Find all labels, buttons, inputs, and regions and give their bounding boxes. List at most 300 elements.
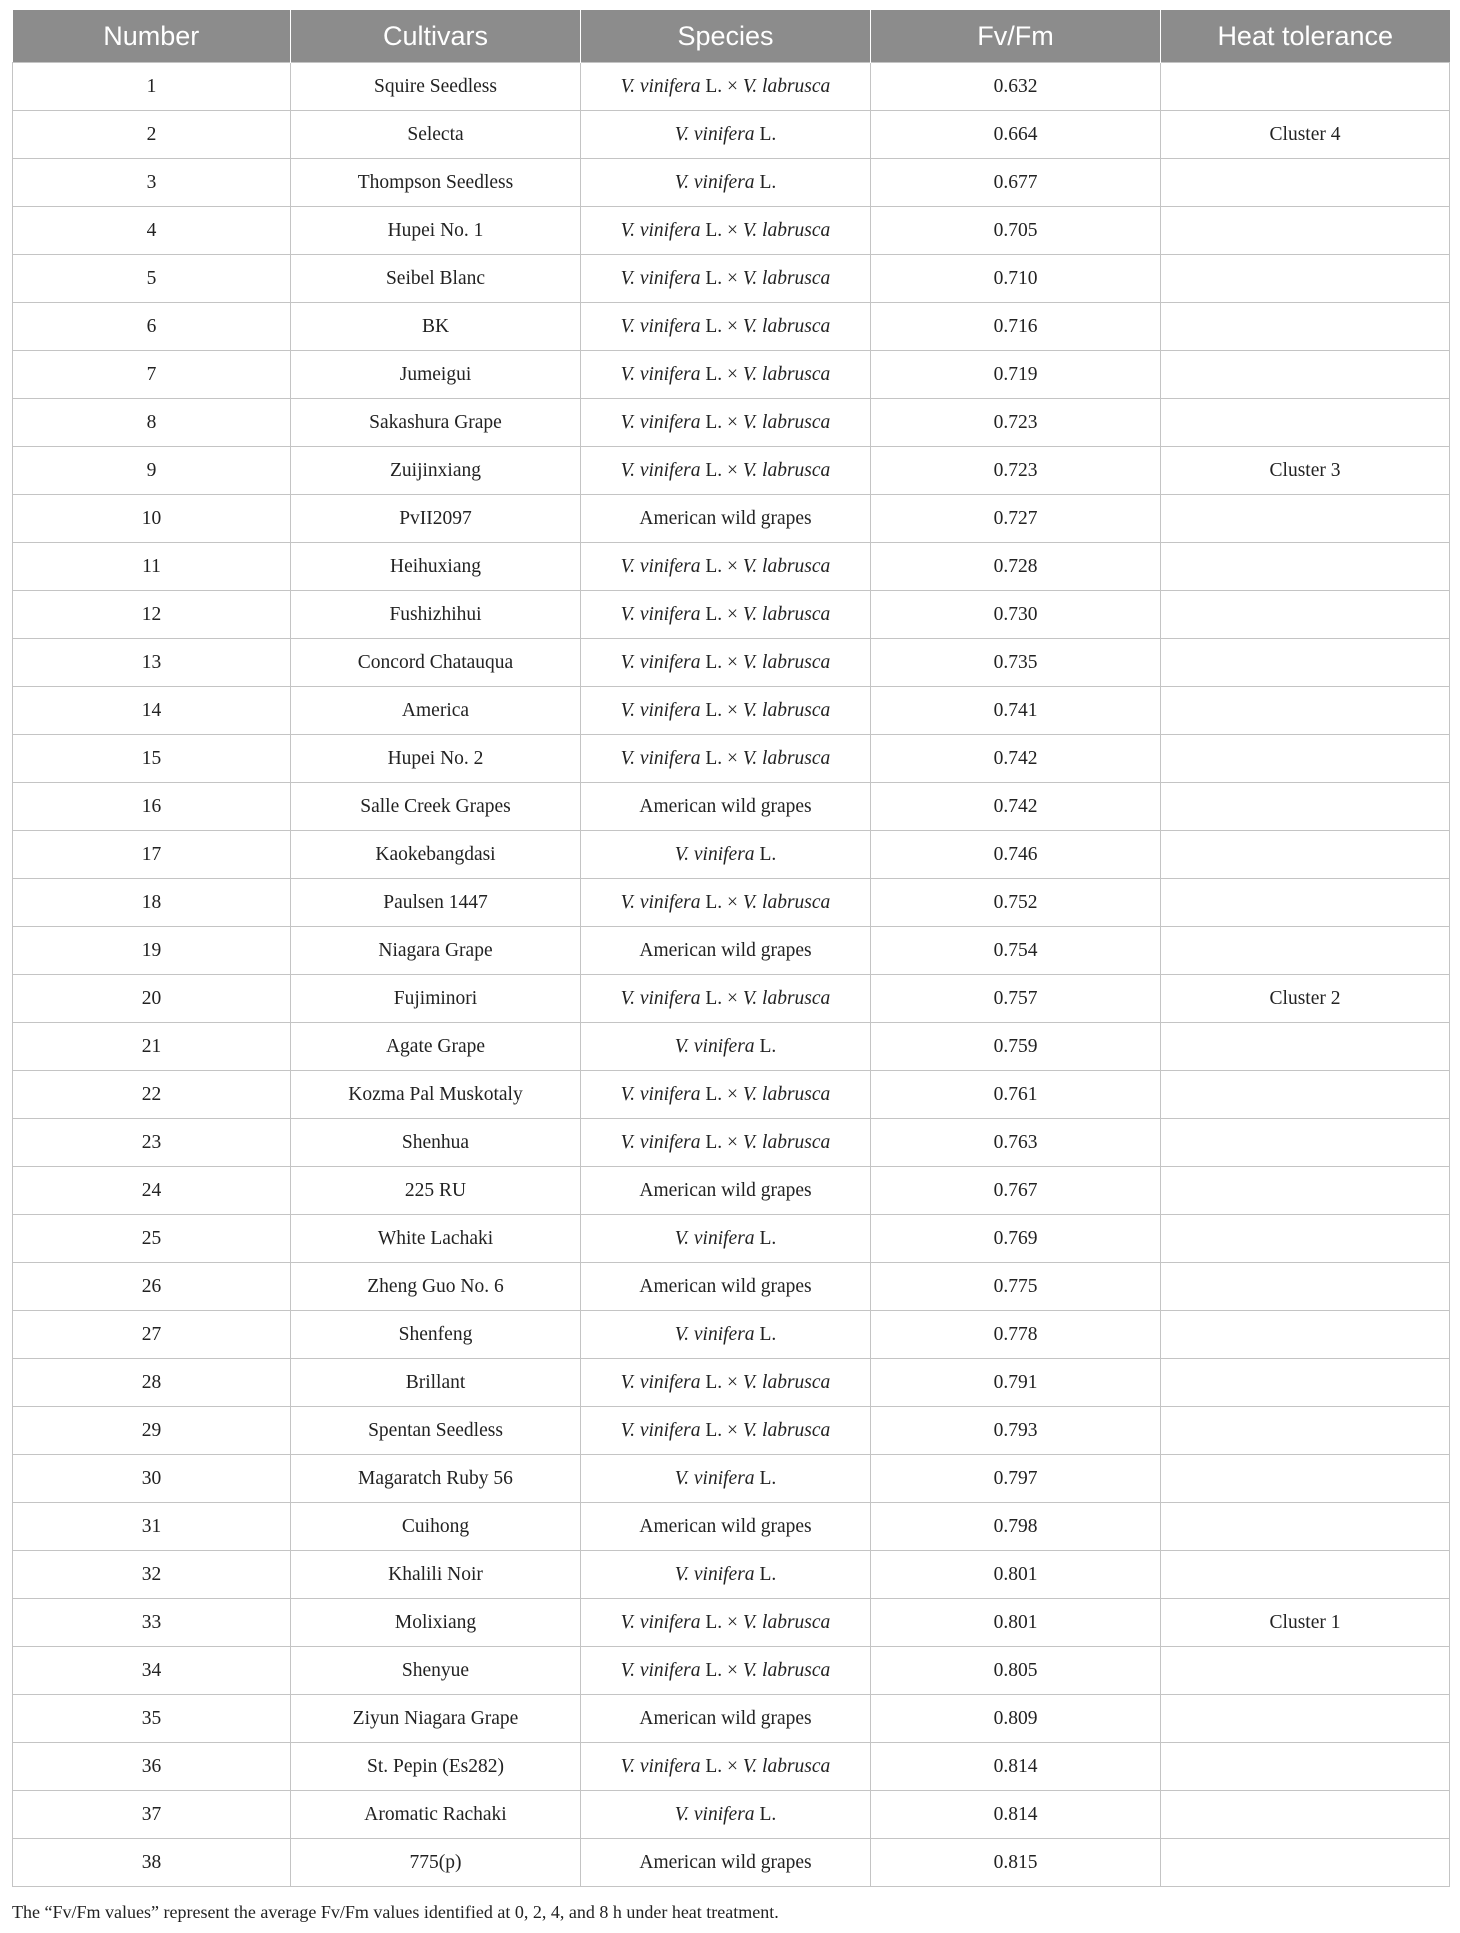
table-row [13, 1647, 1450, 1695]
species-name-italic: V. vinifera [620, 363, 701, 385]
cell-species [581, 1551, 871, 1599]
table-row [13, 399, 1450, 447]
cell-number: 23 [13, 1119, 291, 1167]
cell-heat-tolerance [1161, 879, 1450, 927]
species-name-italic: V. vinifera [674, 843, 755, 865]
table-row [13, 1023, 1450, 1071]
species-text: L. [754, 171, 777, 193]
species-text: L. × [700, 1083, 743, 1105]
cell-number: 20 [13, 975, 291, 1023]
species-text: L. × [700, 699, 743, 721]
cell-fvfm: 0.754 [871, 927, 1161, 975]
cell-cultivar: Agate Grape [291, 1023, 581, 1071]
cell-fvfm: 0.778 [871, 1311, 1161, 1359]
cell-fvfm: 0.742 [871, 735, 1161, 783]
species-name-italic: V. vinifera [674, 1803, 755, 1825]
cell-fvfm: 0.759 [871, 1023, 1161, 1071]
table-row [13, 543, 1450, 591]
cell-heat-tolerance [1161, 1503, 1450, 1551]
cell-species [581, 975, 871, 1023]
cell-species [581, 879, 871, 927]
species-text: American wild grapes [639, 795, 812, 817]
cell-number: 21 [13, 1023, 291, 1071]
species-text: L. × [700, 1131, 743, 1153]
cell-heat-tolerance [1161, 1695, 1450, 1743]
species-text: L. × [700, 747, 743, 769]
table-row [13, 1167, 1450, 1215]
table-row [13, 351, 1450, 399]
species-name-italic: V. vinifera [674, 1563, 755, 1585]
cell-cultivar: Zuijinxiang [291, 447, 581, 495]
cell-species [581, 495, 871, 543]
cell-cultivar: Ziyun Niagara Grape [291, 1695, 581, 1743]
table-row [13, 735, 1450, 783]
cell-number: 29 [13, 1407, 291, 1455]
cell-number: 7 [13, 351, 291, 399]
cell-species [581, 111, 871, 159]
cell-number: 36 [13, 1743, 291, 1791]
species-text: L. × [700, 75, 743, 97]
cell-heat-tolerance [1161, 495, 1450, 543]
cell-fvfm: 0.727 [871, 495, 1161, 543]
table-row [13, 1503, 1450, 1551]
cell-species [581, 447, 871, 495]
cell-fvfm: 0.791 [871, 1359, 1161, 1407]
species-name-italic: V. vinifera [620, 219, 701, 241]
cell-species [581, 1695, 871, 1743]
species-name-italic: V. vinifera [674, 1467, 755, 1489]
cell-cultivar: Khalili Noir [291, 1551, 581, 1599]
species-name-italic: V. labrusca [742, 1419, 831, 1441]
cell-heat-tolerance [1161, 1455, 1450, 1503]
species-name-italic: V. vinifera [620, 555, 701, 577]
cell-fvfm: 0.761 [871, 1071, 1161, 1119]
cell-species [581, 1071, 871, 1119]
cell-number: 30 [13, 1455, 291, 1503]
cell-fvfm: 0.705 [871, 207, 1161, 255]
species-text: American wild grapes [639, 507, 812, 529]
cell-fvfm: 0.814 [871, 1791, 1161, 1839]
species-name-italic: V. vinifera [620, 1371, 701, 1393]
species-name-italic: V. vinifera [620, 1083, 701, 1105]
cell-fvfm: 0.775 [871, 1263, 1161, 1311]
cell-fvfm: 0.742 [871, 783, 1161, 831]
cell-fvfm: 0.805 [871, 1647, 1161, 1695]
cell-species [581, 1119, 871, 1167]
cell-heat-tolerance [1161, 1023, 1450, 1071]
cell-number: 17 [13, 831, 291, 879]
cell-heat-tolerance [1161, 927, 1450, 975]
cell-fvfm: 0.677 [871, 159, 1161, 207]
cell-species [581, 255, 871, 303]
table-row [13, 1119, 1450, 1167]
cell-cultivar: Kaokebangdasi [291, 831, 581, 879]
table-footnote: The “Fv/Fm values” represent the average Fv/Fm values identified at 0, 2, 4, and 8 h under heat treatment. [12, 1902, 779, 1922]
cell-species [581, 1407, 871, 1455]
species-name-italic: V. labrusca [742, 1755, 831, 1777]
cell-heat-tolerance [1161, 1119, 1450, 1167]
cell-cultivar: Shenhua [291, 1119, 581, 1167]
cell-cultivar: PvII2097 [291, 495, 581, 543]
cell-fvfm: 0.730 [871, 591, 1161, 639]
header-fvfm: Fv/Fm [871, 10, 1161, 63]
cell-number: 19 [13, 927, 291, 975]
cell-number: 18 [13, 879, 291, 927]
cell-heat-tolerance [1161, 63, 1450, 111]
table-row [13, 1359, 1450, 1407]
cell-number: 14 [13, 687, 291, 735]
cell-species [581, 783, 871, 831]
cell-number: 38 [13, 1839, 291, 1887]
species-text: L. × [700, 891, 743, 913]
cell-heat-tolerance [1161, 1167, 1450, 1215]
species-text: L. × [700, 1659, 743, 1681]
cell-number: 9 [13, 447, 291, 495]
cell-number: 16 [13, 783, 291, 831]
species-text: L. [754, 1563, 777, 1585]
species-name-italic: V. vinifera [620, 699, 701, 721]
table-row [13, 975, 1450, 1023]
species-name-italic: V. vinifera [674, 1227, 755, 1249]
cell-species [581, 831, 871, 879]
species-name-italic: V. vinifera [620, 651, 701, 673]
cell-species [581, 1647, 871, 1695]
species-text: L. × [700, 1371, 743, 1393]
cell-fvfm: 0.815 [871, 1839, 1161, 1887]
cell-heat-tolerance [1161, 159, 1450, 207]
species-name-italic: V. labrusca [742, 75, 831, 97]
cell-cultivar: Jumeigui [291, 351, 581, 399]
cell-fvfm: 0.664 [871, 111, 1161, 159]
cell-cultivar: Shenfeng [291, 1311, 581, 1359]
cell-number: 32 [13, 1551, 291, 1599]
cell-heat-tolerance [1161, 1407, 1450, 1455]
table-row [13, 1407, 1450, 1455]
table-row [13, 831, 1450, 879]
cell-species [581, 639, 871, 687]
species-name-italic: V. vinifera [620, 987, 701, 1009]
cell-heat-tolerance [1161, 207, 1450, 255]
cell-heat-tolerance [1161, 1743, 1450, 1791]
species-name-italic: V. vinifera [674, 1323, 755, 1345]
cell-heat-tolerance [1161, 591, 1450, 639]
header-number: Number [13, 10, 291, 63]
cell-heat-tolerance [1161, 1071, 1450, 1119]
cell-fvfm: 0.752 [871, 879, 1161, 927]
cell-cultivar: Cuihong [291, 1503, 581, 1551]
cell-species [581, 1791, 871, 1839]
cell-fvfm: 0.769 [871, 1215, 1161, 1263]
species-text: L. [754, 123, 777, 145]
cell-number: 13 [13, 639, 291, 687]
cell-cultivar: Thompson Seedless [291, 159, 581, 207]
cell-cultivar: Heihuxiang [291, 543, 581, 591]
species-name-italic: V. labrusca [742, 987, 831, 1009]
species-name-italic: V. labrusca [742, 747, 831, 769]
table-row [13, 783, 1450, 831]
species-text: L. × [700, 219, 743, 241]
cell-fvfm: 0.746 [871, 831, 1161, 879]
cell-cultivar: 775(p) [291, 1839, 581, 1887]
table-header [13, 10, 1450, 63]
cell-species [581, 735, 871, 783]
cell-species [581, 207, 871, 255]
species-name-italic: V. vinifera [620, 891, 701, 913]
cell-fvfm: 0.757 [871, 975, 1161, 1023]
species-text: L. [754, 1467, 777, 1489]
table-row [13, 1215, 1450, 1263]
cell-heat-tolerance [1161, 735, 1450, 783]
species-text: American wild grapes [639, 939, 812, 961]
cell-number: 5 [13, 255, 291, 303]
species-name-italic: V. labrusca [742, 1371, 831, 1393]
cell-fvfm: 0.798 [871, 1503, 1161, 1551]
species-name-italic: V. labrusca [742, 651, 831, 673]
species-name-italic: V. vinifera [620, 747, 701, 769]
cell-number: 11 [13, 543, 291, 591]
species-text: L. × [700, 1611, 743, 1633]
species-name-italic: V. vinifera [620, 603, 701, 625]
table-row [13, 1071, 1450, 1119]
cell-heat-tolerance [1161, 1551, 1450, 1599]
cell-species [581, 1311, 871, 1359]
cell-heat-tolerance [1161, 1359, 1450, 1407]
cell-cultivar: St. Pepin (Es282) [291, 1743, 581, 1791]
species-name-italic: V. vinifera [620, 411, 701, 433]
species-name-italic: V. vinifera [620, 1419, 701, 1441]
table-row [13, 1839, 1450, 1887]
table-row [13, 495, 1450, 543]
cell-species [581, 399, 871, 447]
cell-number: 10 [13, 495, 291, 543]
header-row [13, 10, 1450, 63]
cell-cultivar: Niagara Grape [291, 927, 581, 975]
species-name-italic: V. labrusca [742, 1083, 831, 1105]
cell-heat-tolerance [1161, 1839, 1450, 1887]
cell-fvfm: 0.716 [871, 303, 1161, 351]
cell-number: 27 [13, 1311, 291, 1359]
species-name-italic: V. labrusca [742, 363, 831, 385]
cell-number: 8 [13, 399, 291, 447]
species-name-italic: V. labrusca [742, 411, 831, 433]
cell-heat-tolerance [1161, 687, 1450, 735]
species-name-italic: V. vinifera [620, 75, 701, 97]
species-name-italic: V. vinifera [620, 1659, 701, 1681]
species-name-italic: V. labrusca [742, 699, 831, 721]
cell-cultivar: America [291, 687, 581, 735]
cell-heat-tolerance: Cluster 4 [1161, 111, 1450, 159]
cell-species [581, 1503, 871, 1551]
cell-cultivar: 225 RU [291, 1167, 581, 1215]
cell-fvfm: 0.767 [871, 1167, 1161, 1215]
cell-species [581, 1263, 871, 1311]
species-name-italic: V. vinifera [620, 267, 701, 289]
cell-cultivar: Squire Seedless [291, 63, 581, 111]
cell-number: 12 [13, 591, 291, 639]
species-name-italic: V. labrusca [742, 219, 831, 241]
cell-cultivar: Paulsen 1447 [291, 879, 581, 927]
table-row [13, 1455, 1450, 1503]
cell-heat-tolerance [1161, 831, 1450, 879]
species-text: American wild grapes [639, 1275, 812, 1297]
species-name-italic: V. labrusca [742, 1131, 831, 1153]
cell-heat-tolerance [1161, 1647, 1450, 1695]
cell-cultivar: Salle Creek Grapes [291, 783, 581, 831]
cell-number: 2 [13, 111, 291, 159]
species-text: L. × [700, 267, 743, 289]
cell-heat-tolerance [1161, 1791, 1450, 1839]
cell-number: 31 [13, 1503, 291, 1551]
table-body [13, 63, 1450, 1887]
table-row [13, 1743, 1450, 1791]
species-name-italic: V. vinifera [674, 123, 755, 145]
cell-cultivar: Spentan Seedless [291, 1407, 581, 1455]
species-name-italic: V. labrusca [742, 603, 831, 625]
cell-fvfm: 0.728 [871, 543, 1161, 591]
cell-number: 25 [13, 1215, 291, 1263]
cell-species [581, 543, 871, 591]
header-heat-tolerance: Heat tolerance [1161, 10, 1450, 63]
header-cultivars: Cultivars [291, 10, 581, 63]
cell-cultivar: Zheng Guo No. 6 [291, 1263, 581, 1311]
species-name-italic: V. labrusca [742, 315, 831, 337]
cell-fvfm: 0.763 [871, 1119, 1161, 1167]
cell-cultivar: Brillant [291, 1359, 581, 1407]
species-text: L. [754, 1323, 777, 1345]
cell-cultivar: Magaratch Ruby 56 [291, 1455, 581, 1503]
cell-cultivar: White Lachaki [291, 1215, 581, 1263]
species-text: L. × [700, 315, 743, 337]
table-row [13, 1311, 1450, 1359]
cell-number: 1 [13, 63, 291, 111]
cell-species [581, 591, 871, 639]
cell-heat-tolerance: Cluster 3 [1161, 447, 1450, 495]
cell-heat-tolerance [1161, 399, 1450, 447]
cell-cultivar: Fushizhihui [291, 591, 581, 639]
species-name-italic: V. vinifera [620, 459, 701, 481]
cell-heat-tolerance [1161, 255, 1450, 303]
cell-fvfm: 0.814 [871, 1743, 1161, 1791]
species-name-italic: V. vinifera [620, 1755, 701, 1777]
cell-heat-tolerance [1161, 351, 1450, 399]
cell-species [581, 303, 871, 351]
cell-number: 33 [13, 1599, 291, 1647]
table-row [13, 879, 1450, 927]
species-name-italic: V. vinifera [620, 315, 701, 337]
cell-fvfm: 0.809 [871, 1695, 1161, 1743]
cell-number: 15 [13, 735, 291, 783]
species-text: L. × [700, 555, 743, 577]
cell-number: 26 [13, 1263, 291, 1311]
cell-cultivar: Aromatic Rachaki [291, 1791, 581, 1839]
cell-cultivar: Hupei No. 2 [291, 735, 581, 783]
species-text: L. × [700, 603, 743, 625]
species-text: American wild grapes [639, 1707, 812, 1729]
species-name-italic: V. vinifera [674, 1035, 755, 1057]
cell-heat-tolerance [1161, 1311, 1450, 1359]
table-row [13, 591, 1450, 639]
header-species: Species [581, 10, 871, 63]
cell-number: 4 [13, 207, 291, 255]
cell-species [581, 687, 871, 735]
cell-cultivar: Shenyue [291, 1647, 581, 1695]
cell-cultivar: Molixiang [291, 1599, 581, 1647]
cell-species [581, 63, 871, 111]
species-name-italic: V. labrusca [742, 555, 831, 577]
species-text: American wild grapes [639, 1851, 812, 1873]
table-row [13, 1791, 1450, 1839]
species-name-italic: V. labrusca [742, 267, 831, 289]
table-row [13, 255, 1450, 303]
cell-number: 34 [13, 1647, 291, 1695]
cell-number: 3 [13, 159, 291, 207]
cell-fvfm: 0.719 [871, 351, 1161, 399]
table-row [13, 447, 1450, 495]
table-row [13, 1263, 1450, 1311]
cell-fvfm: 0.723 [871, 399, 1161, 447]
species-text: L. × [700, 1419, 743, 1441]
table-row [13, 159, 1450, 207]
cell-cultivar: Seibel Blanc [291, 255, 581, 303]
species-text: American wild grapes [639, 1179, 812, 1201]
cell-species [581, 1167, 871, 1215]
table-row [13, 63, 1450, 111]
species-name-italic: V. vinifera [674, 171, 755, 193]
cell-heat-tolerance [1161, 1263, 1450, 1311]
cell-fvfm: 0.793 [871, 1407, 1161, 1455]
cell-number: 35 [13, 1695, 291, 1743]
cell-fvfm: 0.741 [871, 687, 1161, 735]
table-row [13, 1695, 1450, 1743]
species-name-italic: V. vinifera [620, 1611, 701, 1633]
cell-species [581, 1743, 871, 1791]
cell-species [581, 927, 871, 975]
species-text: L. × [700, 1755, 743, 1777]
cell-species [581, 1023, 871, 1071]
cell-species [581, 159, 871, 207]
cell-fvfm: 0.797 [871, 1455, 1161, 1503]
species-text: American wild grapes [639, 1515, 812, 1537]
species-text: L. × [700, 987, 743, 1009]
species-name-italic: V. labrusca [742, 891, 831, 913]
species-text: L. × [700, 651, 743, 673]
cell-cultivar: Fujiminori [291, 975, 581, 1023]
cell-species [581, 351, 871, 399]
cell-species [581, 1215, 871, 1263]
cell-fvfm: 0.723 [871, 447, 1161, 495]
table-row [13, 207, 1450, 255]
cell-number: 24 [13, 1167, 291, 1215]
cell-heat-tolerance [1161, 303, 1450, 351]
species-text: L. [754, 843, 777, 865]
cell-cultivar: Sakashura Grape [291, 399, 581, 447]
table-row [13, 303, 1450, 351]
species-name-italic: V. vinifera [620, 1131, 701, 1153]
species-text: L. [754, 1035, 777, 1057]
table-container [12, 10, 1449, 1887]
cell-species [581, 1455, 871, 1503]
species-name-italic: V. labrusca [742, 459, 831, 481]
cell-fvfm: 0.735 [871, 639, 1161, 687]
species-text: L. [754, 1803, 777, 1825]
cell-cultivar: BK [291, 303, 581, 351]
cell-number: 6 [13, 303, 291, 351]
species-name-italic: V. labrusca [742, 1659, 831, 1681]
table-row [13, 639, 1450, 687]
cell-fvfm: 0.801 [871, 1551, 1161, 1599]
cell-heat-tolerance: Cluster 2 [1161, 975, 1450, 1023]
cell-heat-tolerance: Cluster 1 [1161, 1599, 1450, 1647]
